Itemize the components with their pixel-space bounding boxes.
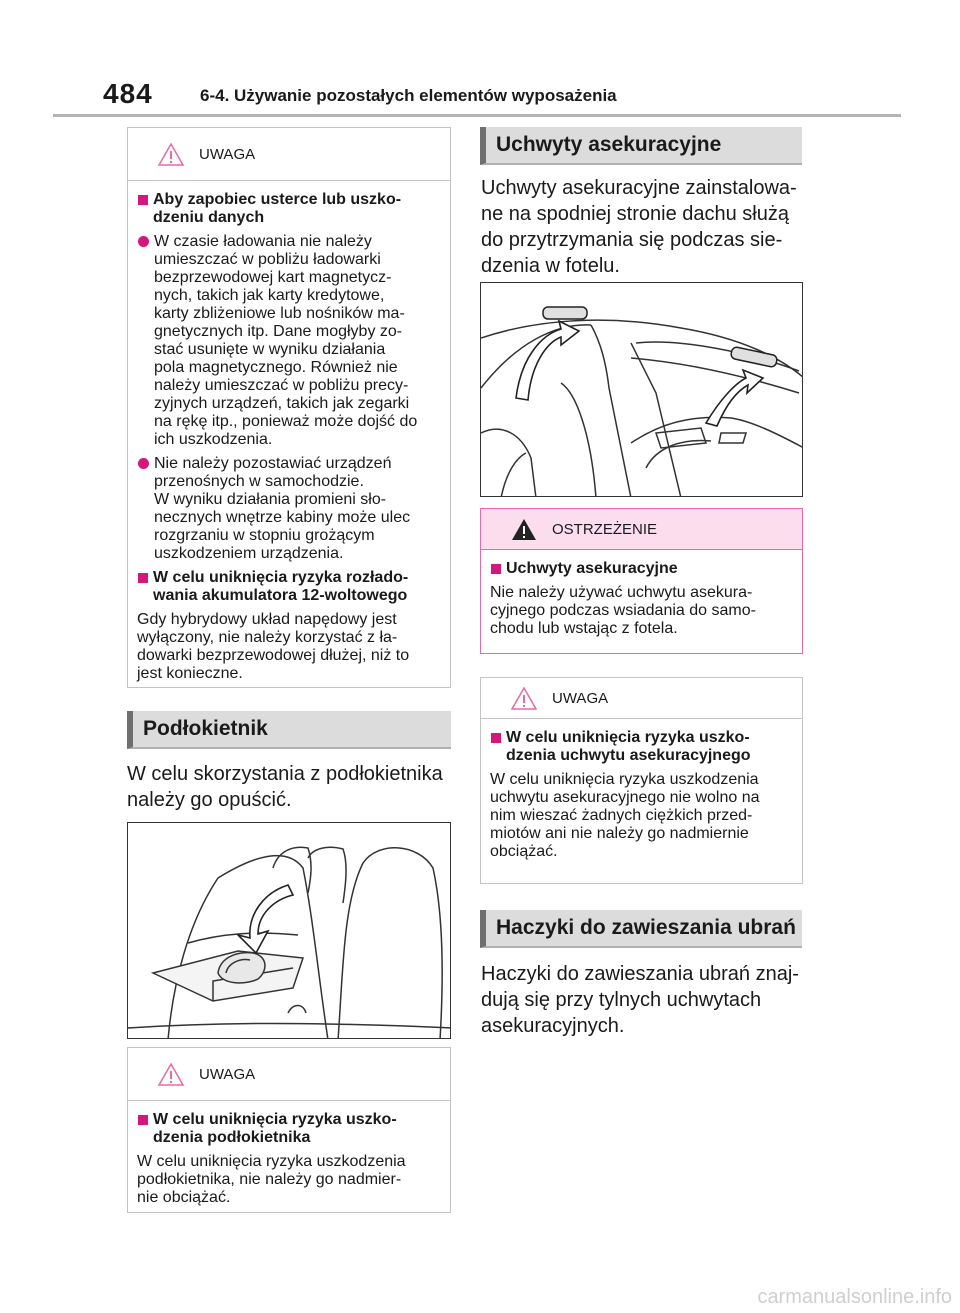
square-bullet-icon: [138, 573, 148, 583]
bullet-text: W czasie ładowania nie należy umieszczać w pobliżu ładowarki bezprzewodowej kart magnetycz- nych, takich jak karty kredytowe, karty zbliżeniowe lub nośników ma- gnetycznych itp. Dane mogłyby zo- stać usunięte w wyniku działania pola magnetycznego. Również nie należy umieszczać w pobliżu precy- zyjnych urządzeń, takich jak zegarki na rękę itp., ponieważ może dojść do ich uszkodzenia.: [154, 233, 418, 448]
paragraph: W celu uniknięcia ryzyka uszkodzenia uchwytu asekuracyjnego nie wolno na nim wieszać żadnych ciężkich przed- miotów ani nie należy go nadmiernie obciążać.: [490, 771, 760, 860]
armrest-illustration: [127, 822, 451, 1039]
coat-hooks-text: Haczyki do zawieszania ubrań znaj- dują się przy tylnych uchwytach asekuracyjnych.: [481, 963, 799, 1037]
round-bullet-icon: [138, 458, 149, 469]
caution-box-assist-grips: [480, 677, 803, 884]
watermark: carmanualsonline.info: [757, 1286, 952, 1308]
caution-label: UWAGA: [552, 689, 609, 707]
caution-label: UWAGA: [199, 145, 256, 163]
caution-header: [128, 128, 450, 181]
subheading: W celu uniknięcia ryzyka uszko- dzenia uchwytu asekuracyjnego: [506, 729, 751, 764]
armrest-text: W celu skorzystania z podłokietnika należy go opuścić.: [127, 763, 443, 811]
square-bullet-icon: [491, 564, 501, 574]
section-heading-coat-hooks: Haczyki do zawieszania ubrań: [480, 910, 802, 948]
warning-triangle-icon: [511, 518, 537, 541]
caution-header: [481, 678, 802, 719]
warning-label: OSTRZEŻENIE: [552, 520, 658, 538]
caution-triangle-icon: [158, 1063, 184, 1086]
assist-grips-illustration: [480, 282, 803, 497]
square-bullet-icon: [138, 195, 148, 205]
paragraph: Gdy hybrydowy układ napędowy jest wyłączony, nie należy korzystać z ła- dowarki bezprzewodowej dłużej, niż to jest konieczne.: [137, 611, 410, 682]
caution-triangle-icon: [511, 687, 537, 710]
page-number: 484: [103, 78, 153, 109]
square-bullet-icon: [138, 1115, 148, 1125]
warning-header: [481, 509, 802, 550]
caution-box-armrest: [127, 1047, 451, 1213]
caution-header: [128, 1048, 450, 1101]
bullet-text: Nie należy pozostawiać urządzeń przenośnych w samochodzie. W wyniku działania promieni sło- necznych wnętrze kabiny może ulec rozgrzaniu w stopniu grożącym uszkodzeniem urządzenia.: [154, 455, 411, 562]
caution-box-wireless-charger: [127, 127, 451, 688]
paragraph: W celu uniknięcia ryzyka uszkodzenia podłokietnika, nie należy go nadmier- nie obciążać.: [137, 1153, 406, 1206]
section-heading-assist-grips: Uchwyty asekuracyjne: [480, 127, 802, 165]
chapter-title: 6-4. Używanie pozostałych elementów wyposażenia: [200, 86, 617, 105]
warning-box-assist-grips: [480, 508, 803, 654]
caution-label: UWAGA: [199, 1065, 256, 1083]
subheading: Aby zapobiec usterce lub uszko- dzeniu danych: [153, 191, 402, 226]
subheading: W celu uniknięcia ryzyka uszko- dzenia podłokietnika: [153, 1111, 397, 1146]
subheading: W celu uniknięcia ryzyka rozłado- wania akumulatora 12-woltowego: [153, 569, 409, 604]
assist-grips-text: Uchwyty asekuracyjne zainstalowa- ne na spodniej stronie dachu służą do przytrzymania się podczas sie- dzenia w fotelu.: [481, 177, 797, 277]
section-heading-armrest: Podłokietnik: [127, 711, 451, 749]
caution-triangle-icon: [158, 143, 184, 166]
square-bullet-icon: [491, 733, 501, 743]
header-rule: [53, 114, 901, 117]
round-bullet-icon: [138, 236, 149, 247]
subheading: Uchwyty asekuracyjne: [506, 560, 678, 577]
paragraph: Nie należy używać uchwytu asekura- cyjnego podczas wsiadania do samo- chodu lub wstając z fotela.: [490, 584, 756, 637]
